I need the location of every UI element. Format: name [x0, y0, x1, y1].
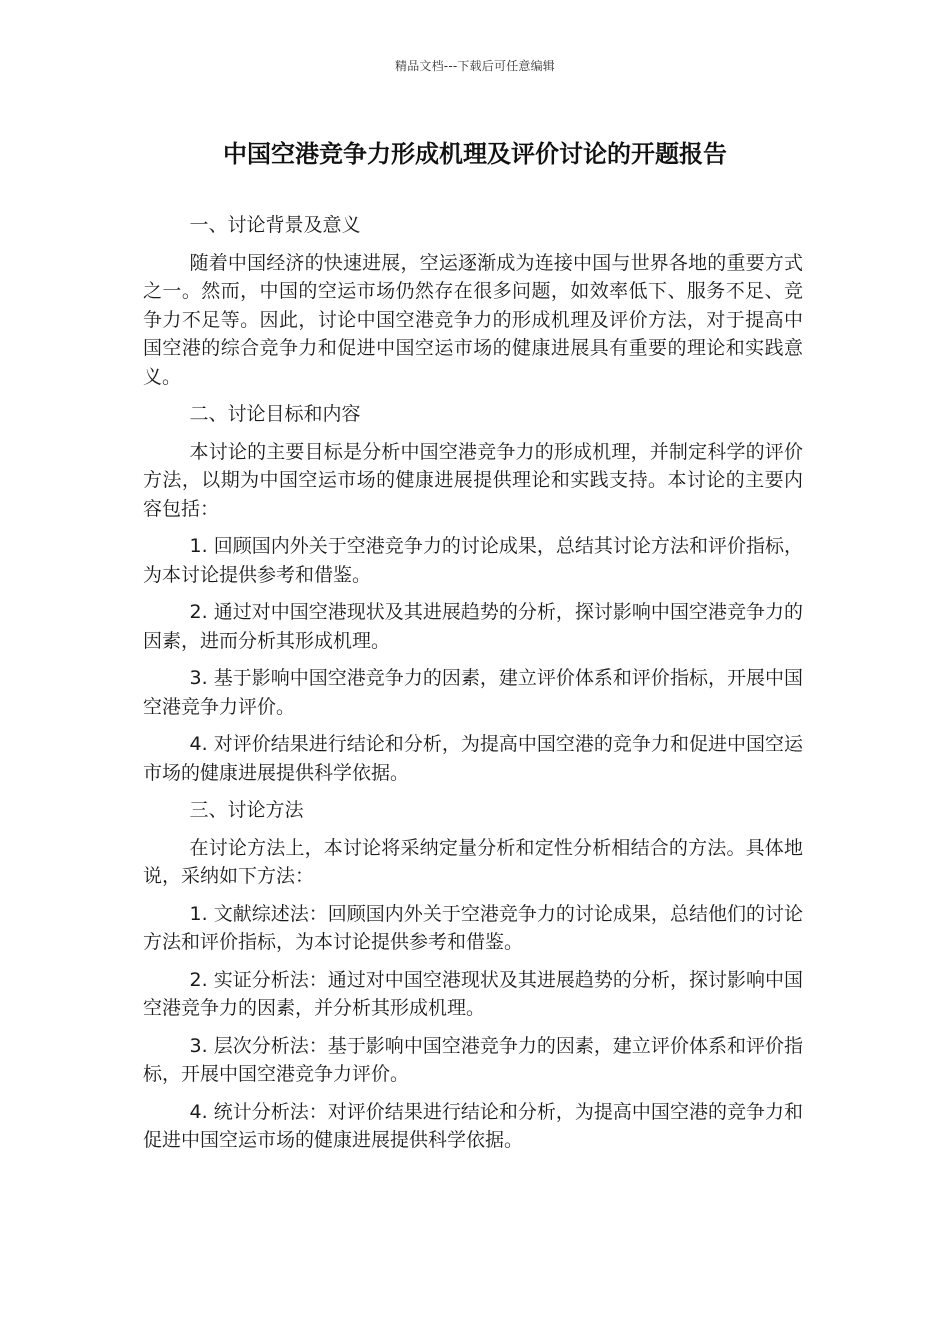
section-heading-methods: 三、讨论方法: [189, 799, 304, 821]
paragraph-background: 随着中国经济的快速进展，空运逐渐成为连接中国与世界各地的重要方式之一。然而，中国的空运市场仍然存在很多问题，如效率低下、服务不足、竞争力不足等。因此，讨论中国空港竞争力的形成机理及评价方法，对于提高中国空港的综合竞争力和促进中国空运市场的健康进展具有重要的理论和实践意义。: [143, 251, 803, 388]
list-item-method-4: 4. 统计分析法：对评价结果进行结论和分析，为提高中国空港的竞争力和促进中国空运市场的健康进展提供科学依据。: [143, 1100, 803, 1151]
list-item-goal-4: 4. 对评价结果进行结论和分析，为提高中国空港的竞争力和促进中国空运市场的健康进展提供科学依据。: [143, 733, 803, 784]
list-item-goal-2: 2. 通过对中国空港现状及其进展趋势的分析，探讨影响中国空港竞争力的因素，进而分析其形成机理。: [143, 601, 803, 652]
paragraph-goals: 本讨论的主要目标是分析中国空港竞争力的形成机理，并制定科学的评价方法，以期为中国空运市场的健康进展提供理论和实践支持。本讨论的主要内容包括：: [143, 440, 803, 520]
document-title: 中国空港竞争力形成机理及评价讨论的开题报告: [223, 140, 727, 168]
document-body: [143, 211, 803, 1164]
section-heading-background: 一、讨论背景及意义: [189, 214, 361, 236]
list-item-method-2: 2. 实证分析法：通过对中国空港现状及其进展趋势的分析，探讨影响中国空港竞争力的因素，并分析其形成机理。: [143, 968, 803, 1019]
list-item-method-1: 1. 文献综述法：回顾国内外关于空港竞争力的讨论成果，总结他们的讨论方法和评价指标，为本讨论提供参考和借鉴。: [143, 902, 803, 953]
paragraph-methods: 在讨论方法上，本讨论将采纳定量分析和定性分析相结合的方法。具体地说，采纳如下方法：: [143, 836, 803, 887]
list-item-goal-1: 1. 回顾国内外关于空港竞争力的讨论成果，总结其讨论方法和评价指标，为本讨论提供参考和借鉴。: [143, 535, 803, 586]
list-item-method-3: 3. 层次分析法：基于影响中国空港竞争力的因素，建立评价体系和评价指标，开展中国空港竞争力评价。: [143, 1034, 803, 1085]
list-item-goal-3: 3. 基于影响中国空港竞争力的因素，建立评价体系和评价指标，开展中国空港竞争力评价。: [143, 667, 803, 718]
section-heading-goals: 二、讨论目标和内容: [189, 403, 361, 425]
header-note: 精品文档---下载后可任意编辑: [395, 59, 555, 73]
